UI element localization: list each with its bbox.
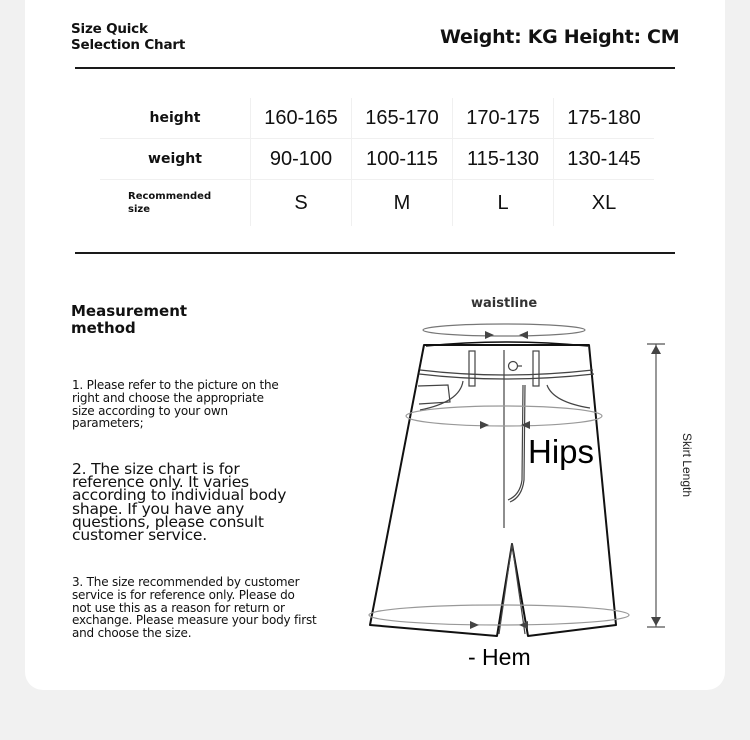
- arrow-right-icon: [485, 331, 494, 339]
- shorts-outline: [370, 342, 616, 636]
- waistline-label: waistline: [471, 296, 538, 311]
- table-cell: M: [352, 180, 453, 227]
- note-3: 3. The size recommended by customer service is for reference only. Please do not use this as a reason for return or exchange. Please measure your body first and choose the size.: [72, 575, 317, 641]
- units-label: Weight: KG Height: CM: [440, 26, 680, 48]
- table-cell: 100-115: [352, 139, 453, 180]
- table-cell: L: [453, 180, 554, 227]
- table-cell: 90-100: [251, 139, 352, 180]
- shorts-details: [418, 350, 594, 634]
- arrow-down-icon: [651, 617, 661, 626]
- table-cell: 115-130: [453, 139, 554, 180]
- arrow-right-icon: [470, 621, 479, 629]
- table-cell: 165-170: [352, 98, 453, 139]
- row-label-height: height: [100, 98, 251, 139]
- table-cell: S: [251, 180, 352, 227]
- table-cell: 170-175: [453, 98, 554, 139]
- arrow-up-icon: [651, 345, 661, 354]
- row-label-line2: size: [128, 204, 150, 215]
- table-cell: 160-165: [251, 98, 352, 139]
- chart-title-line1: Size Quick: [71, 21, 148, 37]
- arrow-right-icon: [480, 421, 489, 429]
- row-label-line1: Recommended: [128, 191, 212, 202]
- measurement-title-line1: Measurement: [71, 302, 188, 320]
- note-1: 1. Please refer to the picture on the right and choose the appropriate size according to your own parameters;: [72, 378, 279, 431]
- measurement-title-line2: method: [71, 319, 136, 337]
- arrow-left-icon: [519, 331, 528, 339]
- hips-label: Hips: [528, 433, 595, 470]
- hem-label: - Hem: [468, 644, 531, 670]
- chart-title-line2: Selection Chart: [71, 37, 186, 53]
- note-2: 2. The size chart is for reference only. It varies according to individual body shape. If you have any questions, please consult customer service.: [72, 460, 287, 545]
- skirt-length-indicator: [647, 344, 665, 627]
- row-label-weight: weight: [100, 139, 251, 180]
- table-cell: 130-145: [554, 139, 655, 180]
- skirt-length-label: Skirt Length: [680, 432, 694, 498]
- waistline-indicator: [423, 324, 585, 336]
- table-cell: 175-180: [554, 98, 655, 139]
- table-cell: XL: [554, 180, 655, 227]
